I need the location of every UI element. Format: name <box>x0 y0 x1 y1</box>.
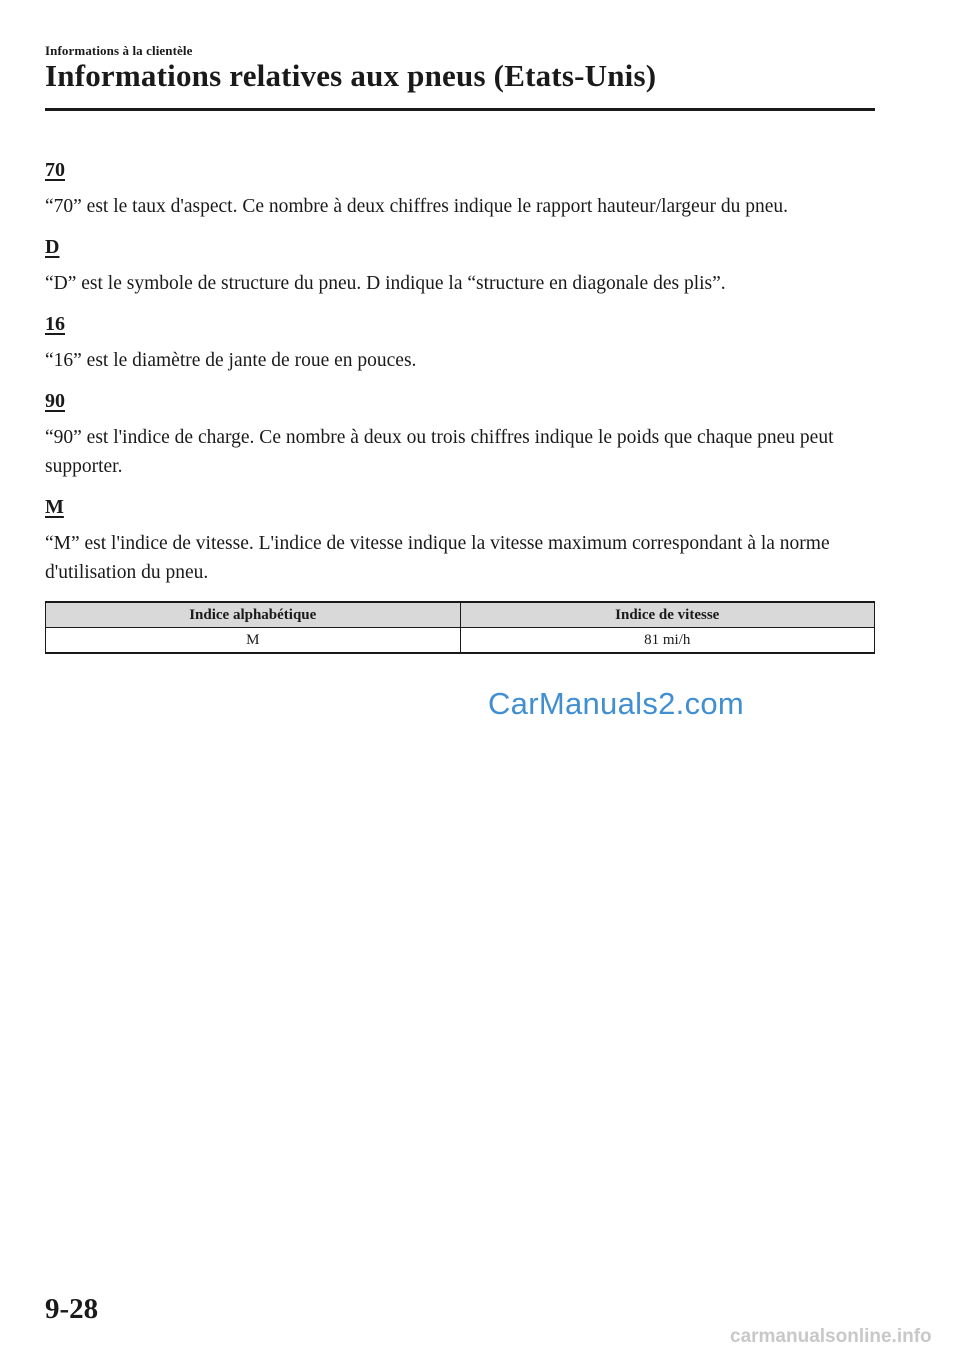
item-heading-load-index: 90 <box>45 390 65 412</box>
item-text-load-index: “90” est l'indice de charge. Ce nombre à deux ou trois chiffres indique le poids que chaque pneu peut supporter. <box>45 427 834 477</box>
item-heading-speed-rating: M <box>45 496 64 518</box>
item-text-aspect-ratio: “70” est le taux d'aspect. Ce nombre à deux chiffres indique le rapport hauteur/largeur du pneu. <box>45 196 788 217</box>
speed-rating-table <box>45 601 875 654</box>
watermark: CarManuals2.com <box>488 686 745 721</box>
page-number: 9-28 <box>45 1293 99 1325</box>
section-label: Informations à la clientèle <box>45 43 193 58</box>
table-header-row <box>46 602 875 628</box>
table-header-speed: Indice de vitesse <box>460 602 875 628</box>
footer-site-mark: carmanualsonline.info <box>730 1326 932 1347</box>
table-row <box>46 628 875 654</box>
page-title: Informations relatives aux pneus (Etats-Unis) <box>45 58 657 93</box>
item-heading-rim-diameter: 16 <box>45 313 65 335</box>
table-cell-speed: 81 mi/h <box>460 628 875 654</box>
item-text-construction: “D” est le symbole de structure du pneu. D indique la “structure en diagonale des plis”. <box>45 273 726 294</box>
item-text-speed-rating: “M” est l'indice de vitesse. L'indice de vitesse indique la vitesse maximum correspondant à la norme d'utilisation du pneu. <box>45 533 830 583</box>
title-divider <box>45 108 875 111</box>
main-content <box>45 158 875 654</box>
table-cell-letter: M <box>46 628 461 654</box>
table-header-letter: Indice alphabétique <box>46 602 461 628</box>
item-text-rim-diameter: “16” est le diamètre de jante de roue en pouces. <box>45 350 417 371</box>
item-heading-construction: D <box>45 236 60 258</box>
item-heading-aspect-ratio: 70 <box>45 159 65 181</box>
